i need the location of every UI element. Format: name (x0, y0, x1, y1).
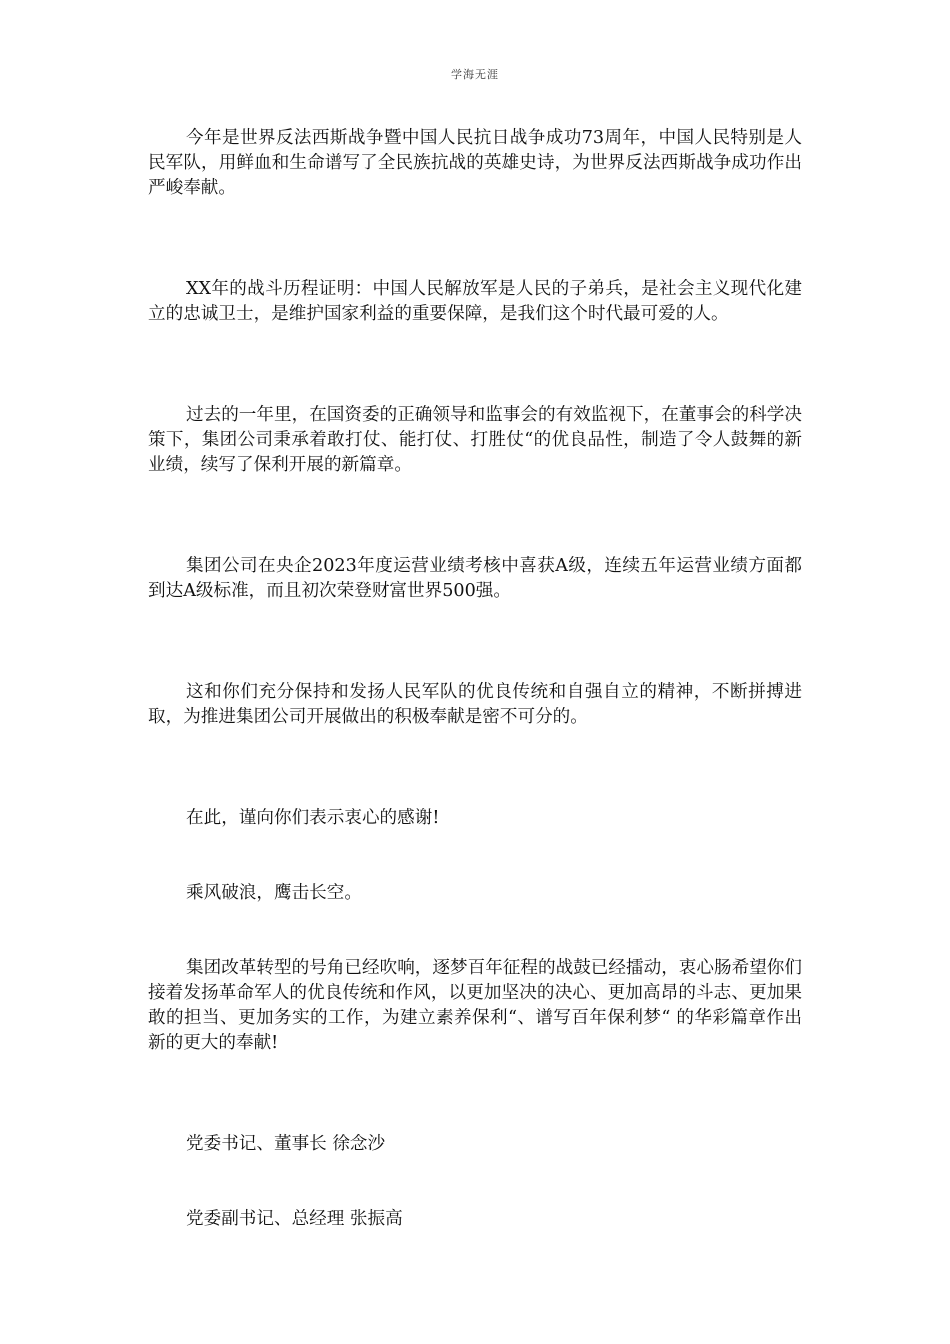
paragraph-tradition: 这和你们充分保持和发扬人民军队的优良传统和自强自立的精神，不断拼搏进取，为推进集团公司开展做出的积极奉献是密不可分的。 (148, 682, 802, 727)
paragraph-slogan: 乘风破浪，鹰击长空。 (186, 883, 362, 903)
paragraph-anniversary: 今年是世界反法西斯战争暨中国人民抗日战争成功73周年，中国人民特别是人民军队，用鲜血和生命谱写了全民族抗战的英雄史诗，为世界反法西斯战争成功作出严峻奉献。 (148, 128, 802, 198)
paragraph-history: XX年的战斗历程证明：中国人民解放军是人民的子弟兵，是社会主义现代化建立的忠诚卫士，是维护国家利益的重要保障，是我们这个时代最可爱的人。 (148, 279, 802, 324)
signature-chairman: 党委书记、董事长 徐念沙 (186, 1134, 386, 1154)
document-body (148, 126, 802, 1232)
paragraph-past-year: 过去的一年里，在国资委的正确领导和监事会的有效监视下，在董事会的科学决策下，集团公司秉承着敢打仗、能打仗、打胜仗“的优良品性，制造了令人鼓舞的新业绩，续写了保利开展的新篇章。 (148, 405, 802, 475)
paragraph-achievement: 集团公司在央企2023年度运营业绩考核中喜获A级，连续五年运营业绩方面都到达A级标准，而且初次荣登财富世界500强。 (148, 556, 802, 601)
signature-general-manager: 党委副书记、总经理 张振高 (186, 1209, 403, 1229)
paragraph-outlook: 集团改革转型的号角已经吹响，逐梦百年征程的战鼓已经擂动，衷心肠希望你们接着发扬革命军人的优良传统和作风，以更加坚决的决心、更加高昂的斗志、更加果敢的担当、更加务实的工作，为建立素养保利“、谱写百年保利梦“ 的华彩篇章作出新的更大的奉献! (148, 958, 802, 1053)
paragraph-thanks: 在此，谨向你们表示衷心的感谢! (186, 808, 440, 828)
page-header: 学海无涯 (451, 68, 499, 81)
